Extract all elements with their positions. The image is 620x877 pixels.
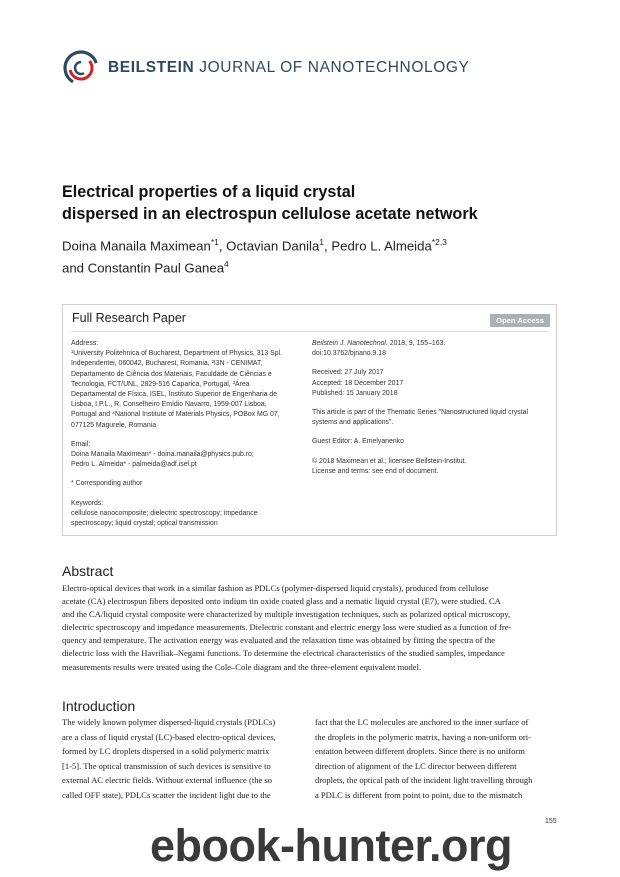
address-line: Departamento de Ciência dos Materiais, Faculdade de Ciências e <box>71 370 272 378</box>
affiliation-mark: 4 <box>224 259 229 270</box>
article-type: Full Research Paper <box>72 311 186 325</box>
abstract-line: acetate (CA) electrospun fibers deposited onto indium tin oxide coated glass and a nematic liquid crystal (E7), were studied. CA <box>62 596 501 607</box>
abstract-line: dielectric spectroscopy and impedance measurements. Dielectric constant and electric energy loss were studied as a function of fre- <box>62 622 512 633</box>
published-date: Published: 15 January 2018 <box>312 389 398 397</box>
address-line: Tecnologia, FCT/UNL, 2829-516 Caparica, Portugal, ³Área <box>71 380 250 388</box>
abstract-line: and the CA/liquid crystal composite were characterized by multiple investigation techniques, such as polarized optical microscopy, <box>62 609 511 620</box>
copyright: © 2018 Maximean et al.; licensee Beilstein-Institut. <box>312 457 467 465</box>
address-line: ¹University Politehnica of Bucharest, Department of Physics, 313 Spl. <box>71 350 283 358</box>
received-date: Received: 27 July 2017 <box>312 369 384 377</box>
corresponding-note: * Corresponding author <box>71 480 143 488</box>
address-line: 077125 Magurele, Romania <box>71 421 157 429</box>
thematic-series-line: This article is part of the Thematic Series "Nanostructured liquid crystal <box>312 409 529 417</box>
watermark: ebook-hunter.org <box>150 820 512 871</box>
authors-line-1 <box>62 233 562 255</box>
intro-line: called OFF state), PDLCs scatter the incident light due to the <box>62 789 271 800</box>
intro-line: The widely known polymer dispersed-liquid crystals (PDLCs) <box>62 717 276 727</box>
intro-line: are a class of liquid crystal (LC)-based electro-optical devices, <box>62 731 276 742</box>
article-title <box>62 181 562 225</box>
abstract-heading: Abstract <box>62 563 114 579</box>
introduction-right-column <box>315 715 558 803</box>
introduction-heading: Introduction <box>62 698 136 714</box>
email-label: Email: <box>71 440 91 448</box>
info-left-column <box>71 339 311 529</box>
accepted-date: Accepted: 18 December 2017 <box>312 379 404 387</box>
abstract-body <box>62 582 558 674</box>
email-line[interactable]: Pedro L. Almeida* - palmeida@adf.isel.pt <box>71 461 197 469</box>
address-line: Portugal and ⁴National Institute of Materials Physics, POBox MG 07, <box>71 411 280 419</box>
authors-line-2 <box>62 255 562 277</box>
abstract-line: quency and temperature. The activation energy was evaluated and the relaxation time was obtained by fitting the spectra of the <box>62 635 496 646</box>
journal-header <box>62 49 469 87</box>
affiliation-mark: 1 <box>319 237 325 247</box>
author-list <box>62 233 562 278</box>
info-right-column <box>312 339 550 477</box>
affiliation-mark: *1 <box>210 237 219 247</box>
keywords-line: cellulose nanocomposite; dielectric spectroscopy; impedance <box>71 509 258 517</box>
intro-line: external AC electric fields. Without external influence (the so <box>62 775 273 786</box>
title-line-1: Electrical properties of a liquid crystal <box>62 183 356 201</box>
address-line: Departamental de Física, ISEL, Instituto Superior de Engenharia de <box>71 391 278 399</box>
page-number: 155 <box>545 818 557 825</box>
intro-line: a PDLC is different from point to point, due to the mismatch <box>315 789 523 800</box>
article-info-box <box>62 304 557 536</box>
intro-line: fact that the LC molecules are anchored to the inner surface of <box>315 717 529 727</box>
citation: Beilstein J. Nanotechnol. 2018, 9, 155–163. <box>312 340 446 347</box>
keywords-label: Keywords: <box>71 499 104 507</box>
affiliation-mark: *2,3 <box>431 237 447 247</box>
doi-link[interactable]: doi:10.3762/bjnano.9.18 <box>312 350 386 358</box>
address-label: Address: <box>71 340 99 347</box>
address-line: Lisboa, I.P.L., R. Conselheiro Emídio Navarro, 1959-007 Lisboa, <box>71 401 267 409</box>
email-line[interactable]: Doina Manaila Maximean* - doina.manaila@physics.pub.ro; <box>71 451 254 459</box>
guest-editor: Guest Editor: A. Emelyanenko <box>312 438 404 446</box>
author: and Constantin Paul Ganea <box>62 260 225 276</box>
journal-name: BEILSTEIN JOURNAL OF NANOTECHNOLOGY <box>108 59 470 76</box>
intro-line: entation between different droplets. Since there is no uniform <box>315 746 525 757</box>
keywords-line: spectroscopy; liquid crystal; optical transmission <box>71 520 218 528</box>
intro-line: direction of alignment of the LC director between different <box>315 760 517 771</box>
intro-line: formed by LC droplets dispersed in a solid polymeric matrix <box>62 746 270 757</box>
thematic-series-line: systems and applications". <box>312 419 394 427</box>
abstract-line: dielectric loss with the Havriliak–Negami functions. To determine the electrical characteristics of the studied samples, impedance <box>62 648 505 659</box>
divider <box>71 331 548 332</box>
abstract-line: Electro-optical devices that work in a similar fashion as PDLCs (polymer-dispersed liquid crystals), produced from cellulose <box>62 583 489 593</box>
title-line-2: dispersed in an electrospun cellulose acetate network <box>62 205 478 223</box>
author: , Octavian Danila <box>218 238 320 254</box>
intro-line: the droplets in the polymeric matrix, having a non-uniform ori- <box>315 731 531 742</box>
beilstein-logo-icon <box>62 49 100 87</box>
author: , Pedro L. Almeida <box>324 238 432 254</box>
abstract-line: measurements results were treated using the Cole–Cole diagram and the three-element equivalent model. <box>62 661 422 672</box>
intro-line: [1-5]. The optical transmission of such devices is sensitive to <box>62 760 271 771</box>
introduction-left-column <box>62 715 305 803</box>
open-access-badge[interactable]: Open Access <box>490 314 550 327</box>
intro-line: droplets, the optical path of the incident light travelling through <box>315 775 533 786</box>
address-line: Independentei, 060042, Bucharest, Romania, ²I3N - CENIMAT, <box>71 360 263 368</box>
license: License and terms: see end of document. <box>312 467 439 475</box>
author: Doina Manaila Maximean <box>62 238 211 254</box>
